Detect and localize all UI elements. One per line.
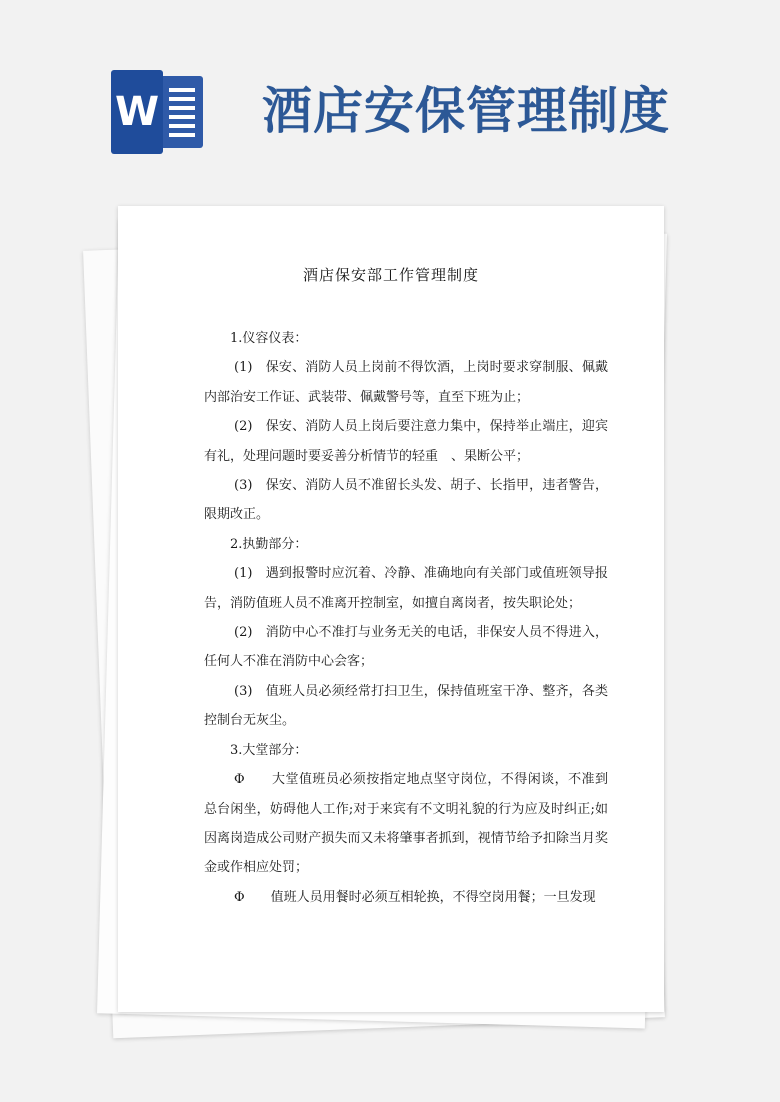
- paragraph-item: (3) 保安、消防人员不准留长头发、胡子、长指甲，违者警告，限期改正。: [204, 478, 608, 523]
- document-title: 酒店保安部工作管理制度: [302, 266, 479, 284]
- header: [0, 0, 780, 190]
- word-icon: [111, 70, 207, 154]
- document-body: [204, 324, 608, 912]
- paragraph-item: (2) 保安、消防人员上岗后要注意力集中，保持举止端庄，迎宾有礼，处理问题时要妥善分析情节的轻重 、果断公平；: [204, 419, 608, 464]
- document-page: [118, 206, 664, 1012]
- paragraph-item: (1) 遇到报警时应沉着、冷静、准确地向有关部门或值班领导报告，消防值班人员不准离开控制室，如擅自离岗者，按失职论处；: [204, 566, 608, 611]
- paragraph-item: Φ 值班人员用餐时必须互相轮换，不得空岗用餐；一旦发现: [234, 889, 596, 905]
- page-title: 酒店安保管理制度: [262, 82, 670, 140]
- paragraph-item: (1) 保安、消防人员上岗前不得饮酒，上岗时要求穿制服、佩戴内部治安工作证、武装带、佩戴警号等，直至下班为止；: [204, 360, 608, 405]
- section-heading: 1.仪容仪表：: [230, 331, 308, 346]
- section-heading: 2.执勤部分：: [230, 536, 308, 552]
- paragraph-item: (2) 消防中心不准打与业务无关的电话，非保安人员不得进入，任何人不准在消防中心会客；: [204, 625, 608, 670]
- word-badge: W: [111, 70, 163, 154]
- document-lines: [169, 88, 195, 142]
- paragraph-item: (3) 值班人员必须经常打扫卫生，保持值班室干净、整齐，各类控制台无灰尘。: [204, 683, 608, 729]
- section-heading: 3.大堂部分：: [230, 742, 308, 758]
- paragraph-item: Φ 大堂值班员必须按指定地点坚守岗位，不得闲谈，不准到总台闲坐，妨碍他人工作;对于来宾有不文明礼貌的行为应及时纠正;如因离岗造成公司财产损失而又未将肇事者抓到，视情节给予扣除当月奖金或作相应处罚；: [204, 772, 608, 876]
